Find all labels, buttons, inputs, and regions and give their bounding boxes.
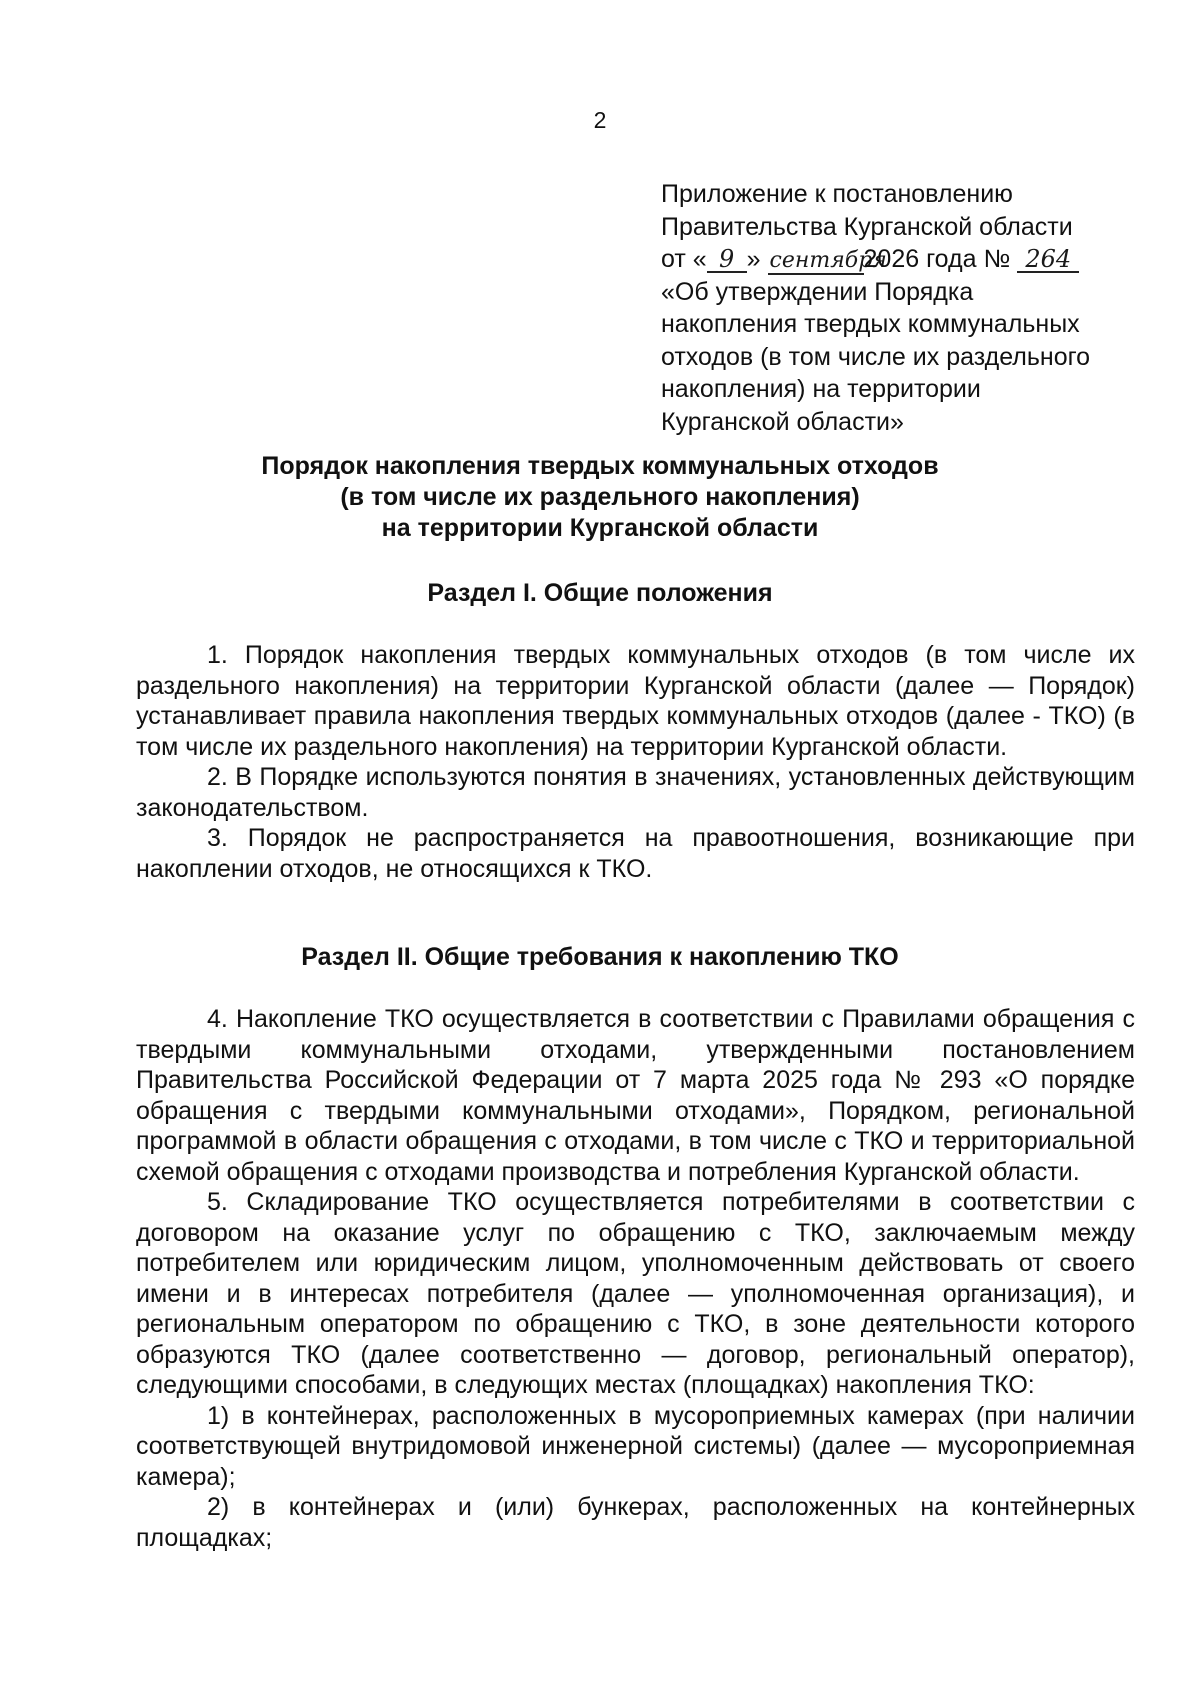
handwritten-month: сентября xyxy=(769,248,887,273)
handwritten-doc-number: 264 xyxy=(1017,247,1079,273)
appendix-line: накопления твердых коммунальных xyxy=(661,310,1080,338)
appendix-date-line xyxy=(661,243,1121,276)
section-heading: Раздел I. Общие положения xyxy=(427,579,773,607)
list-item: 1) в контейнерах, расположенных в мусороприемных камерах (при наличии соответствующей внутридомовой инженерной системы) (далее — мусороприемная камера); xyxy=(136,1401,1135,1491)
appendix-line: отходов (в том числе их раздельного xyxy=(661,342,1091,371)
date-mid: » xyxy=(746,245,761,273)
appendix-line: «Об утверждении Порядка xyxy=(661,277,974,306)
appendix-line: Приложение к постановлению xyxy=(661,180,1013,208)
handwritten-day: 9 xyxy=(707,247,747,273)
page-number: 2 xyxy=(593,107,607,133)
paragraph: 4. Накопление ТКО осуществляется в соответствии с Правилами обращения с твердыми коммунальными отходами, утвержденными постановлением Правительства Российской Федерации от 7 марта 2025 года № 293 «О порядке обращения с твердыми коммунальными отходами», Порядком, региональной программой в области обращения с отходами, в том числе с ТКО и территориальной схемой обращения с отходами производства и потребления Курганской области. xyxy=(136,1005,1135,1186)
title-line: Порядок накопления твердых коммунальных отходов xyxy=(261,452,939,480)
paragraph: 1. Порядок накопления твердых коммунальных отходов (в том числе их раздельного накопления) на территории Курганской области (далее — Порядок) устанавливает правила накопления твердых коммунальных отходов (далее - ТКО) (в том числе их раздельного накопления) на территории Курганской области. xyxy=(136,641,1135,761)
appendix-line: накопления) на территории xyxy=(661,375,981,403)
list-item: 2) в контейнерах и (или) бункерах, расположенных на контейнерных площадках; xyxy=(136,1493,1135,1552)
title-line: на территории Курганской области xyxy=(381,514,819,542)
paragraph: 3. Порядок не распространяется на правоотношения, возникающие при накоплении отходов, не относящихся к ТКО. xyxy=(136,824,1135,883)
section1-body xyxy=(136,640,1135,884)
paragraph: 2. В Порядке используются понятия в значениях, установленных действующим законодательством. xyxy=(136,763,1135,822)
title-line: (в том числе их раздельного накопления) xyxy=(340,483,860,511)
date-prefix: от « xyxy=(661,245,707,273)
section2-body xyxy=(136,1004,1135,1553)
paragraph: 5. Складирование ТКО осуществляется потребителями в соответствии с договором на оказание услуг по обращению с ТКО, заключаемым между потребителем или юридическим лицом, уполномоченным действовать от своего имени и в интересах потребителя (далее — уполномоченная организация), и региональным оператором по обращению с ТКО, в зоне деятельности которого образуются ТКО (далее соответственно — договор, региональный оператор), следующими способами, в следующих местах (площадках) накопления ТКО: xyxy=(136,1188,1135,1399)
appendix-line: Правительства Курганской области xyxy=(661,212,1073,241)
appendix-line: Курганской области» xyxy=(661,407,904,436)
date-year: 2026 года № xyxy=(863,245,1011,273)
appendix-block xyxy=(661,178,1121,438)
section-heading: Раздел II. Общие требования к накоплению ТКО xyxy=(301,943,899,971)
document-title xyxy=(140,451,1060,544)
